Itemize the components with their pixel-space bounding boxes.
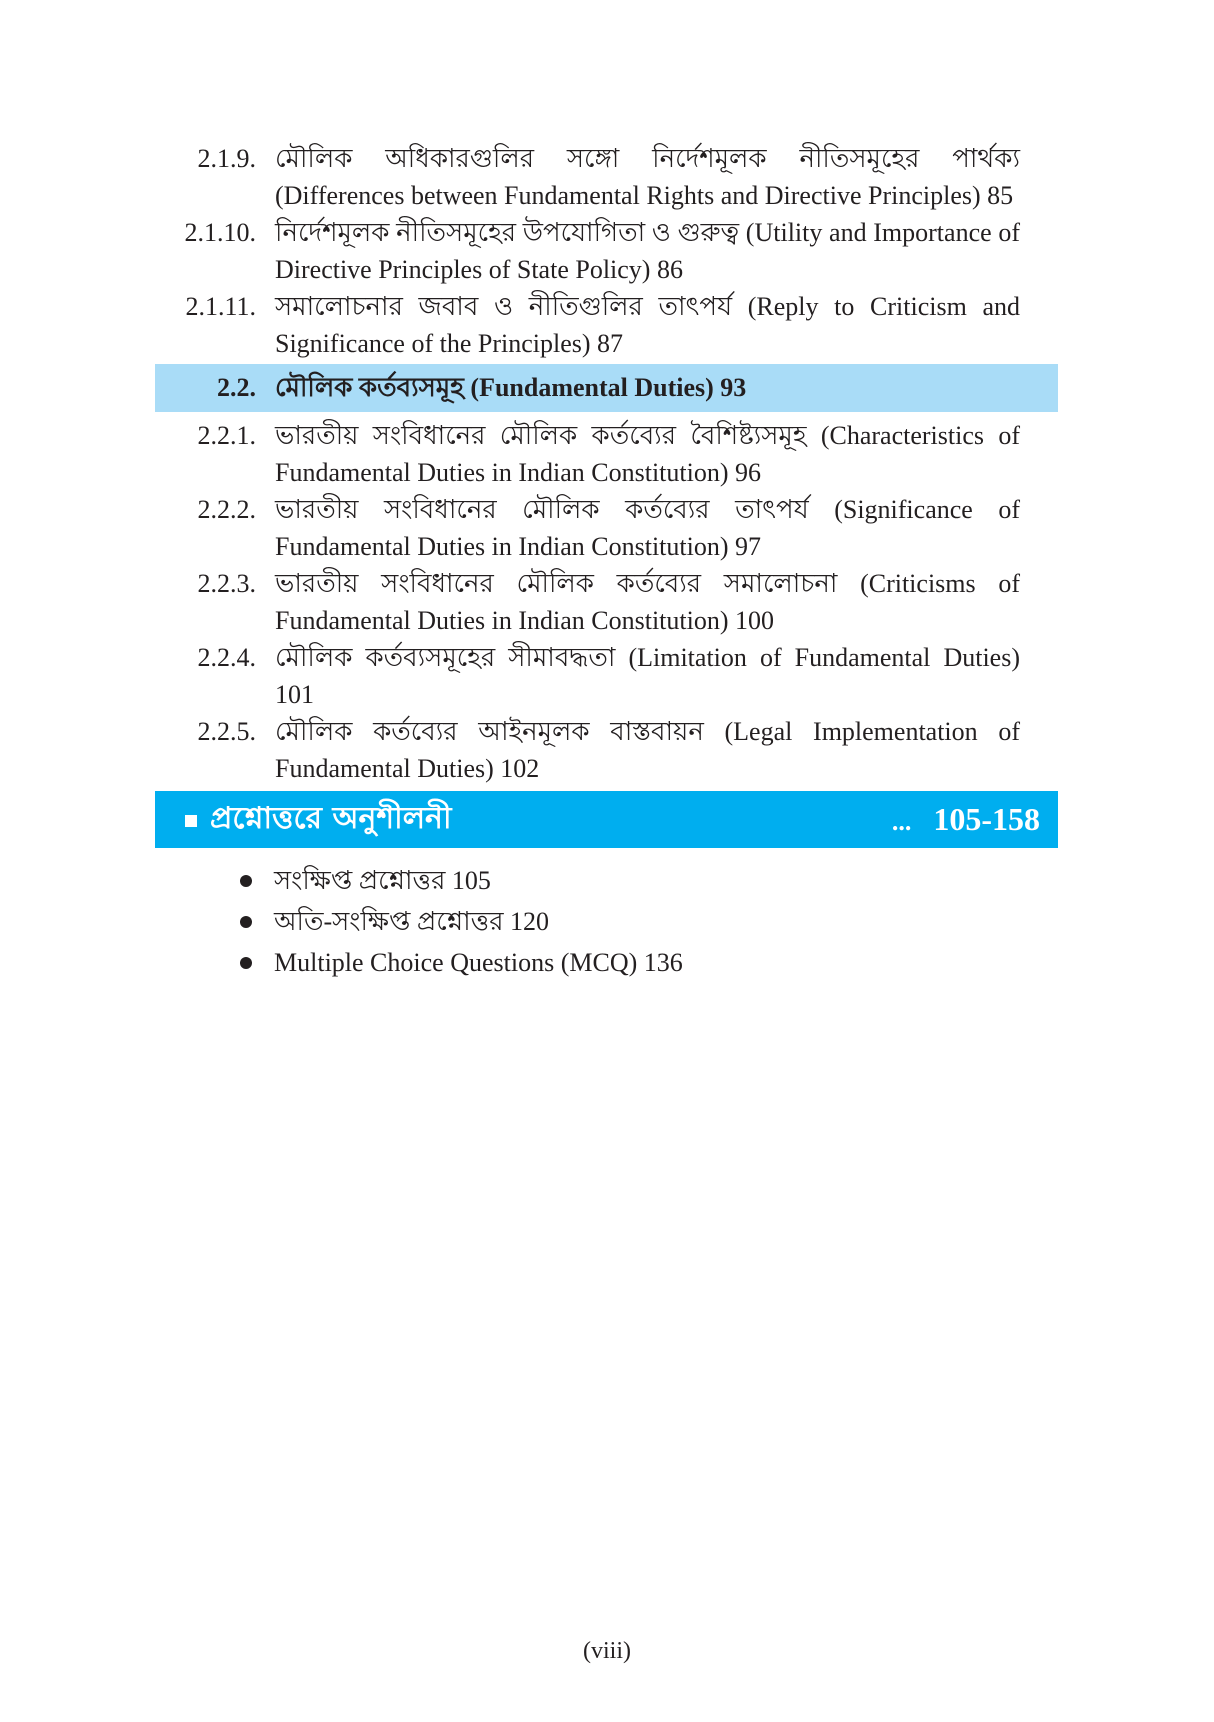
exercise-heading-band[interactable] — [155, 791, 1058, 848]
toc-entry-text: ভারতীয় সংবিধানের মৌলিক কর্তব্যের তাৎপর্য (Significance of Fundamental Duties in Indian Constitution) 97 — [275, 495, 1020, 561]
toc-entry-2-1-9[interactable] — [160, 140, 1020, 214]
toc-entry-text: মৌলিক কর্তব্যের আইনমূলক বাস্তবায়ন (Legal Implementation of Fundamental Duties) 102 — [275, 717, 1020, 783]
toc-entry-2-2-5[interactable] — [160, 713, 1020, 787]
page-range: 105-158 — [933, 801, 1040, 837]
list-item[interactable] — [240, 942, 683, 983]
toc-entry-text: নির্দেশমূলক নীতিসমূহের উপযোগিতা ও গুরুত্ব (Utility and Importance of Directive Principles of State Policy) 86 — [275, 218, 1020, 284]
list-item-text: অতি-সংক্ষিপ্ত প্রশ্নোত্তর 120 — [274, 907, 550, 936]
toc-entry-text: ভারতীয় সংবিধানের মৌলিক কর্তব্যের সমালোচনা (Criticisms of Fundamental Duties in Indian Constitution) 100 — [275, 569, 1020, 635]
list-item[interactable] — [240, 901, 683, 942]
toc-entry-2-2-3[interactable] — [160, 565, 1020, 639]
toc-entry-2-2-4[interactable] — [160, 639, 1020, 713]
section-heading-band — [155, 364, 1058, 412]
toc-entry-2-1-10[interactable] — [160, 214, 1020, 288]
toc-entry-number: 2.2.1. — [197, 421, 256, 450]
toc-entry-2-1-11[interactable] — [160, 288, 1020, 362]
list-item[interactable] — [240, 860, 683, 901]
section-number: 2.2. — [217, 373, 256, 402]
bullet-icon — [240, 875, 252, 887]
toc-entry-number: 2.1.9. — [197, 144, 256, 173]
toc-entry-number: 2.2.5. — [197, 717, 256, 746]
bullet-icon — [240, 916, 252, 928]
toc-entry-number: 2.1.10. — [184, 218, 256, 247]
toc-entry-text: সমালোচনার জবাব ও নীতিগুলির তাৎপর্য (Reply to Criticism and Significance of the Principles) 87 — [275, 292, 1020, 358]
toc-entry-2-2-2[interactable] — [160, 491, 1020, 565]
list-item-text: সংক্ষিপ্ত প্রশ্নোত্তর 105 — [274, 866, 491, 895]
toc-section-2-2[interactable] — [160, 369, 1020, 406]
toc-entry-number: 2.1.11. — [185, 292, 256, 321]
toc-entry-text: ভারতীয় সংবিধানের মৌলিক কর্তব্যের বৈশিষ্ট্যসমূহ (Characteristics of Fundamental Duties in Indian Constitution) 96 — [275, 421, 1020, 487]
exercise-list — [240, 860, 683, 983]
toc-entry-number: 2.2.2. — [197, 495, 256, 524]
section-title: মৌলিক কর্তব্যসমূহ (Fundamental Duties) 93 — [275, 373, 747, 402]
toc-entry-2-2-1[interactable] — [160, 417, 1020, 491]
toc-entry-number: 2.2.4. — [197, 643, 256, 672]
toc-entry-text: মৌলিক কর্তব্যসমূহের সীমাবদ্ধতা (Limitation of Fundamental Duties) 101 — [275, 643, 1020, 709]
list-item-text: Multiple Choice Questions (MCQ) 136 — [274, 948, 683, 977]
exercise-page-range — [892, 799, 1040, 842]
square-bullet-icon — [185, 815, 197, 827]
toc-entry-text: মৌলিক অধিকারগুলির সঙ্গো নির্দেশমূলক নীতিসমূহের পার্থক্য (Differences between Fundamental Rights and Directive Principles) 85 — [275, 144, 1020, 210]
exercise-title: প্রশ্নোত্তরে অনুশীলনী — [210, 801, 452, 836]
toc-entry-number: 2.2.3. — [197, 569, 256, 598]
page-number: (viii) — [583, 1638, 631, 1664]
leader-dots: ... — [891, 807, 912, 836]
bullet-icon — [240, 957, 252, 969]
